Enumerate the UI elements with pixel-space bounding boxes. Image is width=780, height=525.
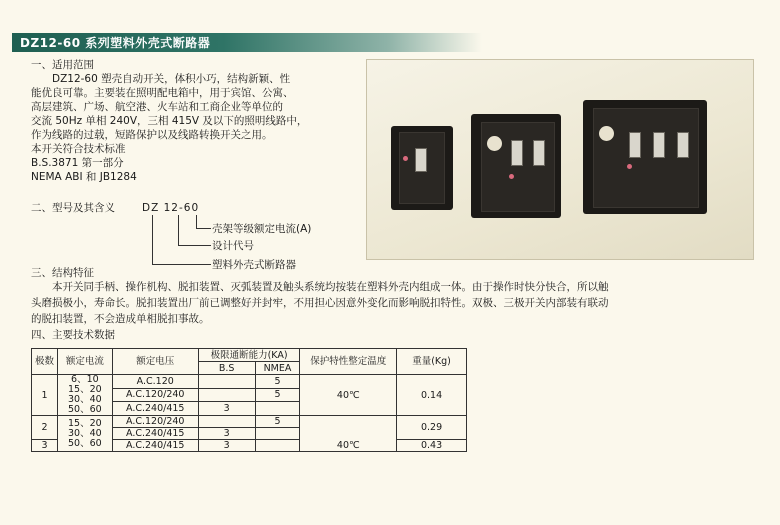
cell-currents: 6、10 15、20 30、40 50、60 bbox=[57, 375, 112, 416]
section4-heading: 四、主要技术数据 bbox=[31, 329, 115, 341]
cell-nmea: 5 bbox=[255, 388, 300, 402]
cell-bs bbox=[198, 388, 255, 402]
product-photo bbox=[366, 59, 754, 260]
cell-poles: 1 bbox=[32, 375, 58, 416]
model-label-type: 塑料外壳式断路器 bbox=[212, 259, 296, 271]
cell-weight: 0.14 bbox=[397, 375, 467, 416]
section1-heading: 一、适用范围 bbox=[31, 59, 94, 71]
cell-bs: 3 bbox=[198, 440, 255, 452]
section1-line: 交流 50Hz 单相 240V，三相 415V 及以下的照明线路中， bbox=[31, 115, 308, 127]
table-row bbox=[32, 375, 467, 389]
model-label-design: 设计代号 bbox=[212, 240, 254, 252]
header-bs: B.S bbox=[198, 362, 255, 375]
cell-voltage: A.C.240/415 bbox=[112, 428, 198, 440]
section1-line: DZ12-60 塑壳自动开关，体积小巧，结构新颖、性 bbox=[31, 73, 291, 85]
model-label-current: 壳架等级额定电流(A) bbox=[212, 223, 312, 235]
cell-currents: 15、20 30、40 50、60 bbox=[57, 416, 112, 452]
breaker-single-pole bbox=[391, 126, 453, 210]
section1-line: NEMA ABI 和 JB1284 bbox=[31, 171, 137, 183]
section3-heading: 三、结构特征 bbox=[31, 267, 94, 279]
page-title: DZ12-60 系列塑料外壳式断路器 bbox=[20, 36, 211, 50]
cell-nmea: 5 bbox=[255, 375, 300, 389]
cell-voltage: A.C.240/415 bbox=[112, 402, 198, 416]
cell-voltage: A.C.240/415 bbox=[112, 440, 198, 452]
header-nmea: NMEA bbox=[255, 362, 300, 375]
header-poles: 极数 bbox=[32, 349, 58, 375]
table-row bbox=[32, 416, 467, 428]
table-header-row bbox=[32, 349, 467, 362]
header-setting-temperature: 保护特性整定温度 bbox=[300, 349, 397, 375]
cell-nmea: 5 bbox=[255, 416, 300, 428]
cell-poles: 3 bbox=[32, 440, 58, 452]
cell-bs bbox=[198, 375, 255, 389]
title-bar bbox=[12, 33, 482, 52]
section2-heading: 二、型号及其含义 bbox=[31, 202, 115, 214]
section1-line: B.S.3871 第一部分 bbox=[31, 157, 124, 169]
cell-temperature: 40℃ bbox=[300, 416, 397, 452]
cell-temperature: 40℃ bbox=[300, 375, 397, 416]
cell-poles: 2 bbox=[32, 416, 58, 440]
model-line-type bbox=[152, 215, 211, 265]
cell-nmea bbox=[255, 440, 300, 452]
cell-bs bbox=[198, 416, 255, 428]
cell-bs: 3 bbox=[198, 402, 255, 416]
header-breaking-capacity: 极限通断能力(KA) bbox=[198, 349, 300, 362]
section1-line: 能优良可靠。主要装在照明配电箱中，用于宾馆、公寓、 bbox=[31, 87, 294, 99]
cell-nmea bbox=[255, 428, 300, 440]
cell-nmea bbox=[255, 402, 300, 416]
section3-line: 头磨损极小，寿命长。脱扣装置出厂前已调整好并封牢，不用担心因意外变化而影响脱扣特性。双极、三极开关内部装有联动 bbox=[31, 297, 609, 309]
cell-weight: 0.43 bbox=[397, 440, 467, 452]
breaker-triple-pole bbox=[583, 100, 707, 214]
cell-voltage: A.C.120/240 bbox=[112, 388, 198, 402]
section3-line: 本开关同手柄、操作机构、脱扣装置、灭弧装置及触头系统均按装在塑料外壳内组成一体。由于操作时快分快合，所以触 bbox=[31, 281, 609, 293]
header-rated-voltage: 额定电压 bbox=[112, 349, 198, 375]
breaker-double-pole bbox=[471, 114, 561, 218]
cell-voltage: A.C.120 bbox=[112, 375, 198, 389]
cell-voltage: A.C.120/240 bbox=[112, 416, 198, 428]
section3-line: 的脱扣装置，不会造成单相脱扣事故。 bbox=[31, 313, 210, 325]
cell-bs: 3 bbox=[198, 428, 255, 440]
tech-data-table bbox=[31, 348, 467, 452]
header-rated-current: 额定电流 bbox=[57, 349, 112, 375]
section1-line: 作为线路的过载，短路保护以及线路转换开关之用。 bbox=[31, 129, 273, 141]
model-code: DZ 12-60 bbox=[142, 202, 200, 214]
cell-weight: 0.29 bbox=[397, 416, 467, 440]
section1-line: 本开关符合技术标准 bbox=[31, 143, 126, 155]
header-weight: 重量(Kg) bbox=[397, 349, 467, 375]
section1-line: 高层建筑、广场、航空港、火车站和工商企业等单位的 bbox=[31, 101, 283, 113]
